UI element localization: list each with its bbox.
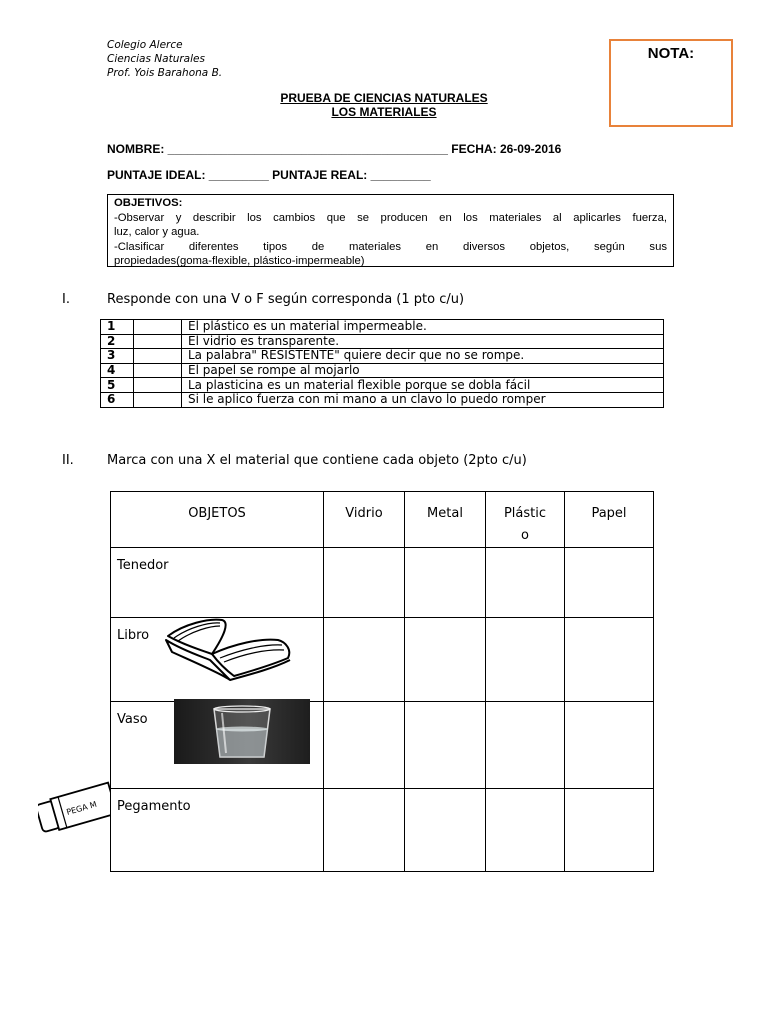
mark-cell[interactable] bbox=[405, 789, 486, 872]
statement-text: Si le aplico fuerza con mi mano a un clavo lo puedo romper bbox=[182, 392, 664, 407]
test-title: PRUEBA DE CIENCIAS NATURALES bbox=[280, 91, 488, 105]
mark-cell[interactable] bbox=[565, 789, 654, 872]
table-row bbox=[111, 789, 654, 872]
teacher-name: Prof. Yois Barahona B. bbox=[107, 67, 223, 79]
mark-cell[interactable] bbox=[486, 618, 565, 702]
object-name: Vaso bbox=[117, 712, 148, 727]
mark-cell[interactable] bbox=[565, 702, 654, 789]
mark-cell[interactable] bbox=[405, 702, 486, 789]
objective-2-line-1: -Clasificar diferentes tipos de materiales en diversos objetos, según sus bbox=[114, 240, 667, 253]
header-objetos: OBJETOS bbox=[111, 492, 324, 548]
table-row bbox=[101, 363, 664, 378]
score-field[interactable]: PUNTAJE IDEAL: _________ PUNTAJE REAL: _________ bbox=[107, 168, 431, 182]
object-name: Pegamento bbox=[117, 799, 191, 814]
answer-cell[interactable] bbox=[134, 378, 182, 393]
header-metal: Metal bbox=[405, 492, 486, 548]
header-plastico bbox=[486, 492, 565, 548]
table-row bbox=[101, 320, 664, 335]
subject-name: Ciencias Naturales bbox=[107, 53, 205, 65]
answer-cell[interactable] bbox=[134, 349, 182, 364]
school-info bbox=[107, 38, 222, 80]
mark-cell[interactable] bbox=[565, 548, 654, 618]
object-label bbox=[111, 548, 324, 618]
name-date-field[interactable]: NOMBRE: __________________________________________ FECHA: 26-09-2016 bbox=[107, 142, 562, 156]
section-2-instruction: Marca con una X el material que contiene cada objeto (2pto c/u) bbox=[107, 453, 527, 468]
table-row bbox=[111, 548, 654, 618]
objectives-box bbox=[107, 194, 674, 267]
object-label bbox=[111, 789, 324, 872]
glass-photo bbox=[174, 699, 310, 764]
section-1-instruction: Responde con una V o F según corresponda (1 pto c/u) bbox=[107, 292, 465, 307]
object-name: Tenedor bbox=[117, 558, 169, 573]
row-number: 4 bbox=[101, 363, 134, 378]
answer-cell[interactable] bbox=[134, 392, 182, 407]
row-number: 1 bbox=[101, 320, 134, 335]
mark-cell[interactable] bbox=[324, 789, 405, 872]
true-false-table bbox=[100, 319, 664, 408]
glue-label: PEGA M bbox=[65, 799, 98, 817]
objective-1-line-1: -Observar y describir los cambios que se producen en los materiales al aplicarles fuerza, bbox=[114, 211, 667, 224]
glass-icon bbox=[174, 699, 310, 764]
table-row bbox=[101, 392, 664, 407]
answer-cell[interactable] bbox=[134, 363, 182, 378]
header-papel: Papel bbox=[565, 492, 654, 548]
section-1-number: I. bbox=[62, 292, 70, 307]
mark-cell[interactable] bbox=[565, 618, 654, 702]
objective-1-line-2: luz, calor y agua. bbox=[114, 226, 200, 238]
mark-cell[interactable] bbox=[486, 789, 565, 872]
mark-cell[interactable] bbox=[324, 702, 405, 789]
mark-cell[interactable] bbox=[405, 548, 486, 618]
test-subtitle: LOS MATERIALES bbox=[331, 105, 437, 119]
book-illustration bbox=[164, 614, 296, 684]
row-number: 2 bbox=[101, 334, 134, 349]
glue-stick-icon bbox=[38, 779, 110, 839]
mark-cell[interactable] bbox=[486, 548, 565, 618]
school-name: Colegio Alerce bbox=[107, 39, 183, 51]
table-header-row bbox=[111, 492, 654, 548]
mark-cell[interactable] bbox=[324, 548, 405, 618]
statement-text: La plasticina es un material flexible porque se dobla fácil bbox=[182, 378, 664, 393]
header-plastico-part-2: o bbox=[521, 528, 529, 543]
row-number: 5 bbox=[101, 378, 134, 393]
mark-cell[interactable] bbox=[405, 618, 486, 702]
section-2-number: II. bbox=[62, 453, 74, 468]
row-number: 3 bbox=[101, 349, 134, 364]
table-row bbox=[101, 334, 664, 349]
answer-cell[interactable] bbox=[134, 334, 182, 349]
statement-text: El papel se rompe al mojarlo bbox=[182, 363, 664, 378]
mark-cell[interactable] bbox=[324, 618, 405, 702]
grade-label: NOTA: bbox=[647, 45, 695, 62]
objective-2-line-2: propiedades(goma-flexible, plástico-impermeable) bbox=[114, 255, 365, 267]
row-number: 6 bbox=[101, 392, 134, 407]
objectives-heading: OBJETIVOS: bbox=[114, 197, 183, 209]
header-vidrio: Vidrio bbox=[324, 492, 405, 548]
statement-text: El plástico es un material impermeable. bbox=[182, 320, 664, 335]
header-plastico-part-1: Plástic bbox=[503, 506, 547, 521]
statement-text: El vidrio es transparente. bbox=[182, 334, 664, 349]
object-name: Libro bbox=[117, 628, 150, 643]
mark-cell[interactable] bbox=[486, 702, 565, 789]
statement-text: La palabra" RESISTENTE" quiere decir que no se rompe. bbox=[182, 349, 664, 364]
answer-cell[interactable] bbox=[134, 320, 182, 335]
table-row bbox=[101, 349, 664, 364]
table-row bbox=[101, 378, 664, 393]
